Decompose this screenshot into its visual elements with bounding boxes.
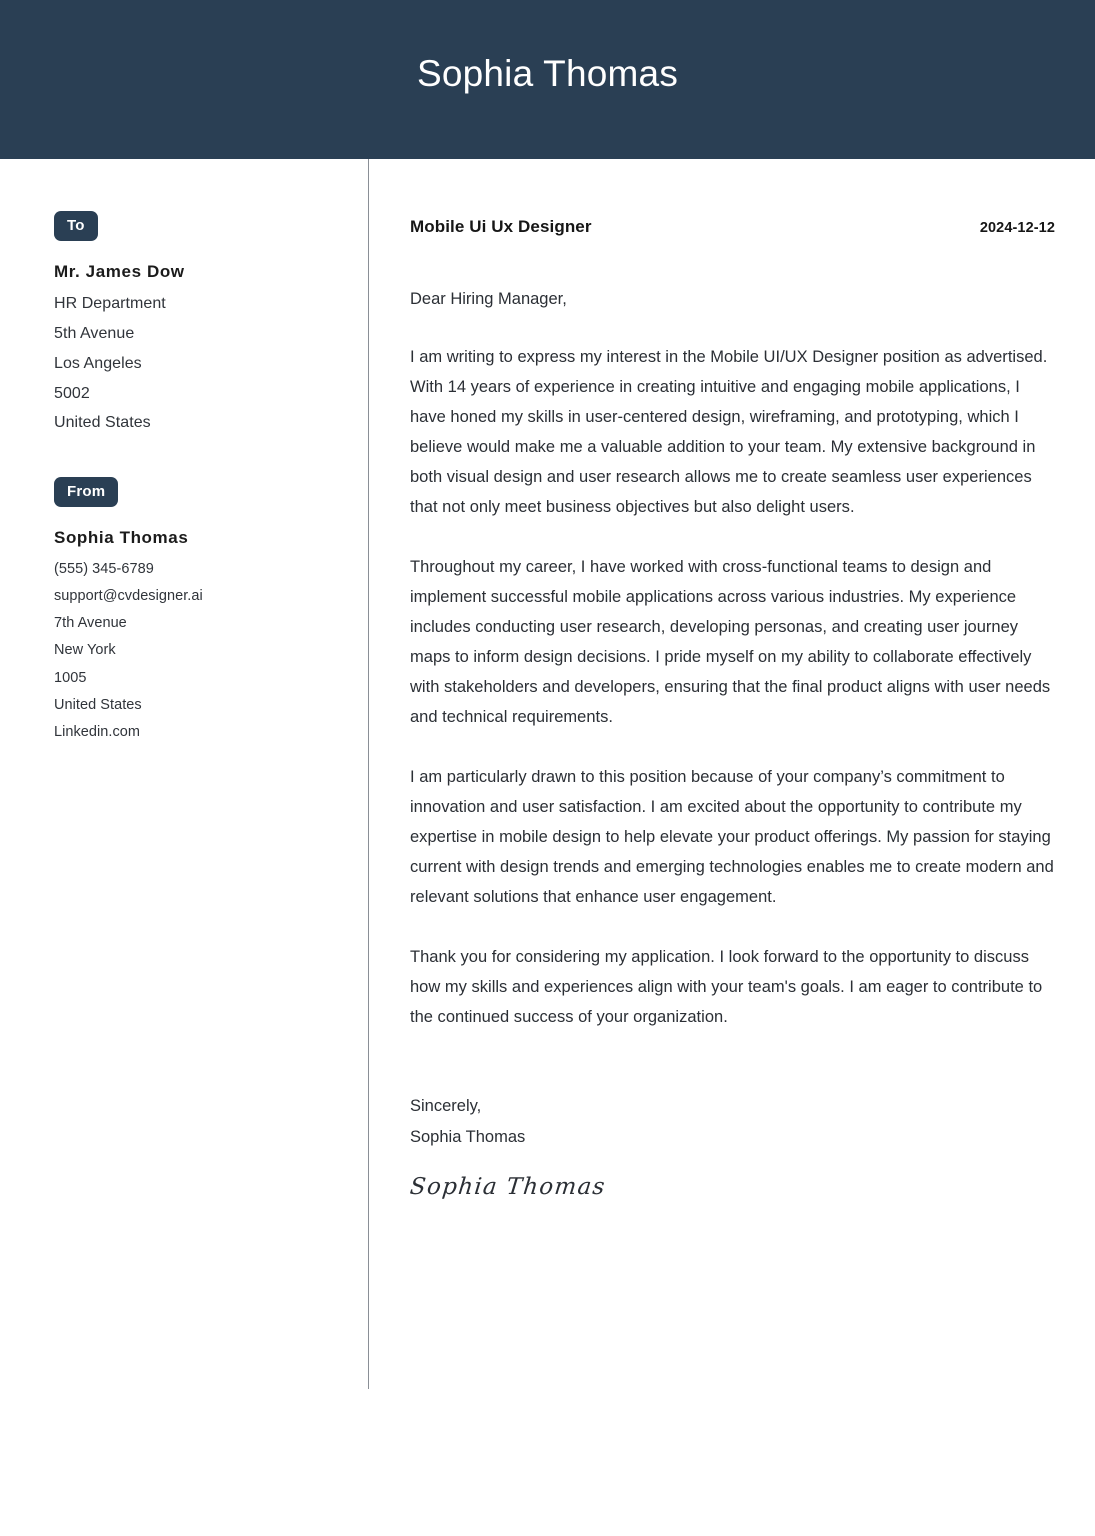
contact-sidebar — [0, 159, 368, 746]
sender-contact-details — [54, 556, 334, 747]
letter-date: 2024-12-12 — [979, 220, 1055, 236]
letter-paragraph: Throughout my career, I have worked with cross-functional teams to design and implement successful mobile applications across various industries. My experience includes conducting user research, developing personas, and creating user journey maps to inform design decisions. I pride myself on my ability to collaborate effectively with stakeholders and developers, ensuring that the final product aligns with user needs and technical requirements. — [410, 557, 1051, 726]
from-badge: From — [54, 477, 118, 507]
address-line: 7th Avenue — [54, 615, 127, 632]
address-line: United States — [54, 696, 142, 713]
letter-header-row — [410, 217, 1055, 237]
letter-paragraph: I am writing to express my interest in the Mobile UI/UX Designer position as advertised. With 14 years of experience in creating intuitive and engaging mobile applications, I have honed my skills in user-centered design, wireframing, and prototyping, which I believe would make me a valuable addition to your team. My extensive background in both visual design and user research allows me to create seamless user experiences that not only meet business objectives but also delight users. — [410, 347, 1048, 516]
document-header — [0, 0, 1095, 159]
address-line: HR Department — [54, 295, 166, 313]
phone-line: (555) 345-6789 — [54, 560, 154, 577]
address-line: New York — [54, 642, 116, 659]
sender-name: Sophia Thomas — [54, 528, 189, 548]
to-badge: To — [54, 211, 98, 241]
signature-script: Sophia Thomas — [408, 1174, 608, 1201]
address-line: 5th Avenue — [54, 325, 135, 343]
address-line: 5002 — [54, 384, 90, 402]
page-title: Sophia Thomas — [416, 53, 679, 94]
address-line: United States — [54, 414, 151, 432]
letter-paragraph: I am particularly drawn to this position because of your company’s commitment to innovation and user satisfaction. I am excited about the opportunity to contribute my expertise in mobile design to help elevate your product offerings. My passion for staying current with design trends and emerging technologies enables me to create modern and relevant solutions that enhance user engagement. — [410, 767, 1054, 906]
document-body — [0, 159, 1095, 1389]
recipient-address — [54, 289, 334, 438]
salutation: Dear Hiring Manager, — [410, 290, 567, 308]
job-title: Mobile Ui Ux Designer — [410, 217, 592, 236]
closing-salutation: Sincerely, — [410, 1097, 482, 1116]
sender-block — [54, 477, 334, 746]
address-line: Los Angeles — [54, 354, 142, 372]
linkedin-line: Linkedin.com — [54, 724, 141, 741]
recipient-name: Mr. James Dow — [54, 262, 185, 281]
letter-content — [369, 159, 1095, 1200]
letter-paragraph: Thank you for considering my application. I look forward to the opportunity to discuss how my skills and experiences align with your team's goals. I am eager to contribute to the continued success of your organization. — [410, 948, 1043, 1027]
recipient-block — [54, 211, 334, 438]
address-line: 1005 — [54, 669, 87, 686]
email-line: support@cvdesigner.ai — [54, 587, 203, 604]
closing-block — [410, 1091, 1055, 1152]
closing-name: Sophia Thomas — [410, 1127, 526, 1146]
